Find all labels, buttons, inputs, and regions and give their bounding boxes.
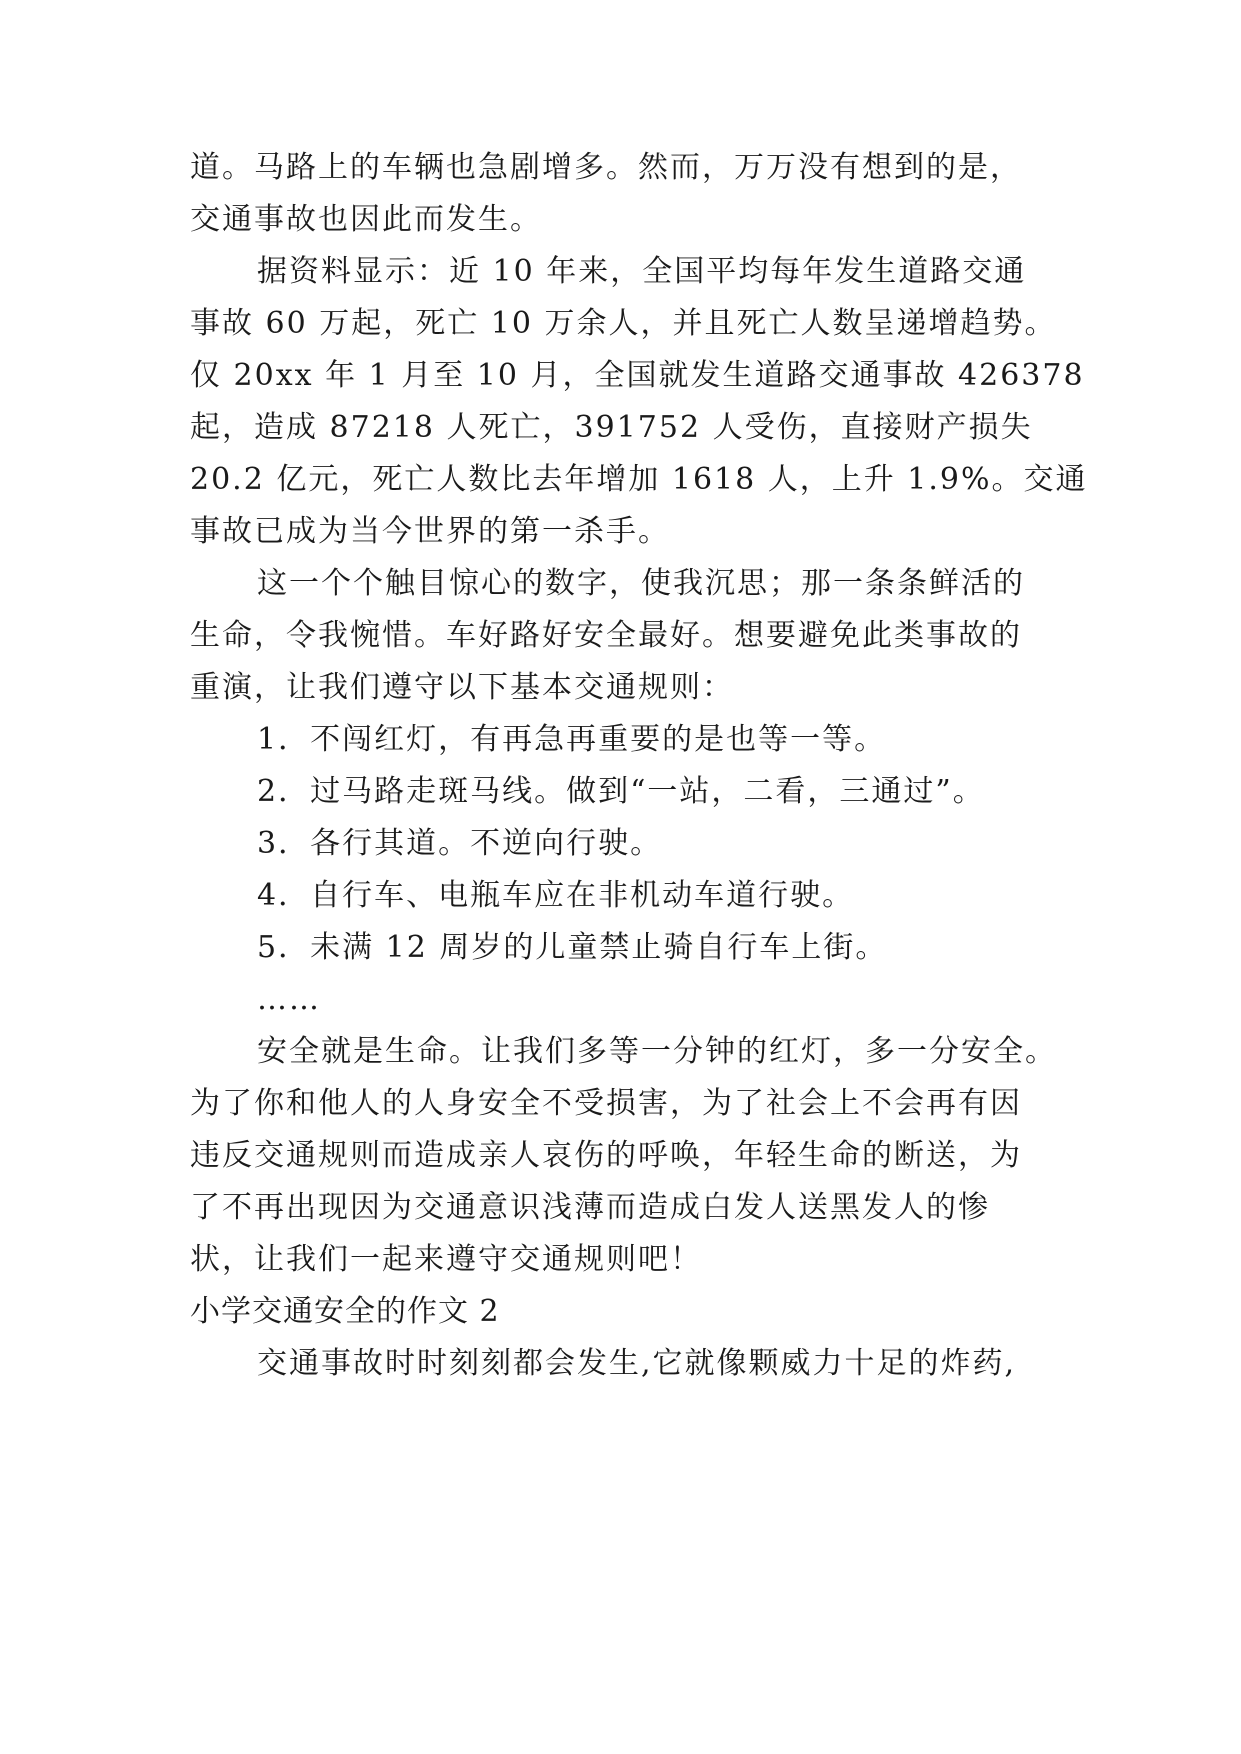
paragraph-line: 安全就是生命。让我们多等一分钟的红灯，多一分安全。 — [257, 1034, 1057, 1069]
ellipsis: …… — [257, 982, 321, 1017]
rule-item: 1．不闯红灯，有再急再重要的是也等一等。 — [257, 722, 887, 757]
rule-item: 4．自行车、电瓶车应在非机动车道行驶。 — [257, 878, 855, 913]
paragraph-line: 为了你和他人的人身安全不受损害，为了社会上不会再有因 — [190, 1086, 1022, 1121]
paragraph-line: 道。马路上的车辆也急剧增多。然而，万万没有想到的是， — [190, 150, 1022, 185]
paragraph-line: 重演，让我们遵守以下基本交通规则： — [190, 670, 734, 705]
rule-item: 2．过马路走斑马线。做到“一站，二看，三通过”。 — [257, 774, 985, 809]
paragraph-line: 状，让我们一起来遵守交通规则吧！ — [190, 1242, 702, 1277]
section-heading: 小学交通安全的作文 2 — [190, 1294, 500, 1329]
paragraph-line: 交通事故时时刻刻都会发生,它就像颗威力十足的炸药, — [257, 1346, 1017, 1381]
paragraph-line: 仅 20xx 年 1 月至 10 月，全国就发生道路交通事故 426378 — [190, 358, 1085, 393]
paragraph-line: 生命，令我惋惜。车好路好安全最好。想要避免此类事故的 — [190, 618, 1022, 653]
paragraph-line: 据资料显示：近 10 年来，全国平均每年发生道路交通 — [257, 254, 1027, 289]
rule-item: 5．未满 12 周岁的儿童禁止骑自行车上街。 — [257, 930, 888, 965]
rule-item: 3．各行其道。不逆向行驶。 — [257, 826, 663, 861]
paragraph-line: 起，造成 87218 人死亡，391752 人受伤，直接财产损失 — [190, 410, 1033, 445]
paragraph-line: 20.2 亿元，死亡人数比去年增加 1618 人，上升 1.9%。交通 — [190, 462, 1088, 497]
paragraph-line: 交通事故也因此而发生。 — [190, 202, 542, 237]
paragraph-line: 违反交通规则而造成亲人哀伤的呼唤，年轻生命的断送，为 — [190, 1138, 1022, 1173]
paragraph-line: 了不再出现因为交通意识浅薄而造成白发人送黑发人的惨 — [190, 1190, 990, 1225]
paragraph-line: 事故已成为当今世界的第一杀手。 — [190, 514, 670, 549]
paragraph-line: 事故 60 万起，死亡 10 万余人，并且死亡人数呈递增趋势。 — [190, 306, 1057, 341]
paragraph-line: 这一个个触目惊心的数字，使我沉思；那一条条鲜活的 — [257, 566, 1025, 601]
